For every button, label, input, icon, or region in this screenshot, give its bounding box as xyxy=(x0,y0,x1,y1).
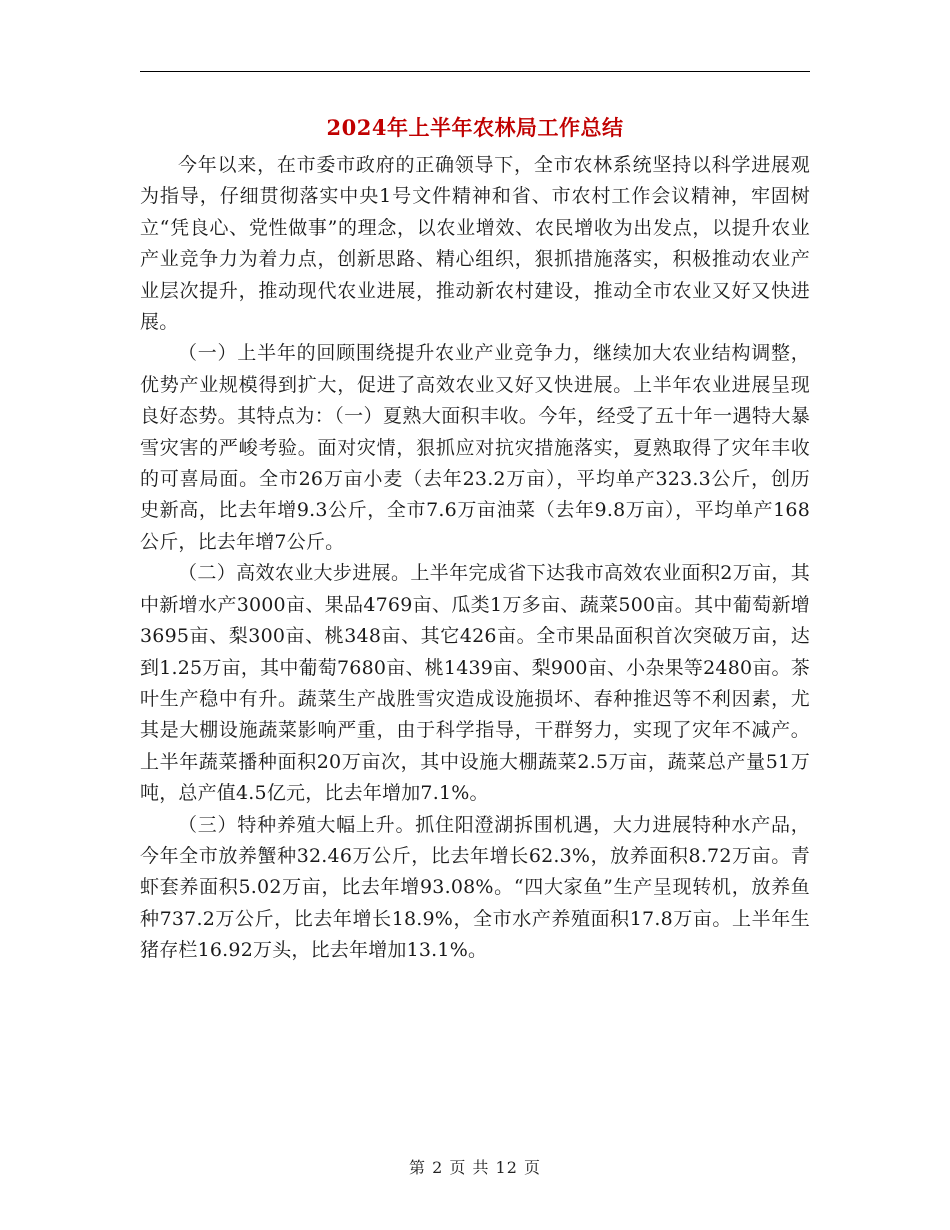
document-body xyxy=(140,150,810,967)
header-rule xyxy=(140,71,810,72)
document-title: 2024年上半年农林局工作总结 xyxy=(326,115,624,140)
paragraph-efficient-agriculture: （二）高效农业大步进展。上半年完成省下达我市高效农业面积2万亩，其中新增水产3000亩、果品4769亩、瓜类1万多亩、蔬菜500亩。其中葡萄新增3695亩、梨300亩、桃348亩、其它426亩。全市果品面积首次突破万亩，达到1.25万亩，其中葡萄7680亩、桃1439亩、梨900亩、小杂果等2480亩。茶叶生产稳中有升。蔬菜生产战胜雪灾造成设施损坏、春种推迟等不利因素，尤其是大棚设施蔬菜影响严重，由于科学指导，干群努力，实现了灾年不减产。上半年蔬菜播种面积20万亩次，其中设施大棚蔬菜2.5万亩，蔬菜总产量51万吨，总产值4.5亿元，比去年增加7.1%。 xyxy=(140,562,810,805)
paragraph-intro: 今年以来，在市委市政府的正确领导下，全市农林系统坚持以科学进展观为指导，仔细贯彻落实中央1号文件精神和省、市农村工作会议精神，牢固树立“凭良心、党性做事”的理念，以农业增效、农民增收为出发点，以提升农业产业竞争力为着力点，创新思路、精心组织，狠抓措施落实，积极推动农业产业层次提升，推动现代农业进展，推动新农村建设，推动全市农业又好又快进展。 xyxy=(140,154,810,334)
paragraph-review: （一）上半年的回顾围绕提升农业产业竞争力，继续加大农业结构调整，优势产业规模得到扩大，促进了高效农业又好又快进展。上半年农业进展呈现良好态势。其特点为：（一）夏熟大面积丰收。今年，经受了五十年一遇特大暴雪灾害的严峻考验。面对灾情，狠抓应对抗灾措施落实，夏熟取得了灾年丰收的可喜局面。全市26万亩小麦（去年23.2万亩），平均单产323.3公斤，创历史新高，比去年增9.3公斤，全市7.6万亩油菜（去年9.8万亩），平均单产168公斤，比去年增7公斤。 xyxy=(140,342,810,553)
paragraph-special-breeding: （三）特种养殖大幅上升。抓住阳澄湖拆围机遇，大力进展特种水产品，今年全市放养蟹种32.46万公斤，比去年增长62.3%，放养面积8.72万亩。青虾套养面积5.02万亩，比去年增93.08%。“四大家鱼”生产呈现转机，放养鱼种737.2万公斤，比去年增长18.9%，全市水产养殖面积17.8万亩。上半年生猪存栏16.92万头，比去年增加13.1%。 xyxy=(140,813,810,962)
page-number: 第 2 页 共 12 页 xyxy=(409,1158,541,1177)
